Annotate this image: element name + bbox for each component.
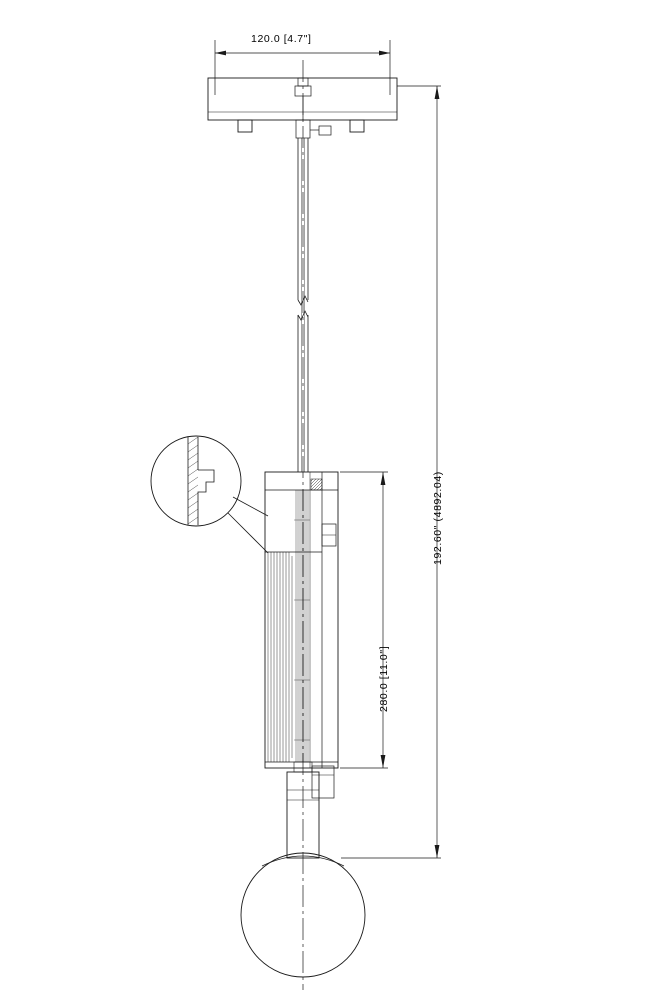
ceiling-canopy-plate: [208, 78, 397, 138]
body-length-dimension: [340, 472, 388, 768]
overall-drop-label: 192.60" (4892.04): [432, 471, 444, 565]
detail-callout-section: [151, 436, 268, 553]
canopy-width-dimension: [215, 40, 390, 95]
body-length-label: 280.0 [11.0"]: [378, 645, 390, 712]
canopy-width-label: 120.0 [4.7"]: [251, 33, 312, 45]
linear-housing-body: [265, 472, 338, 798]
